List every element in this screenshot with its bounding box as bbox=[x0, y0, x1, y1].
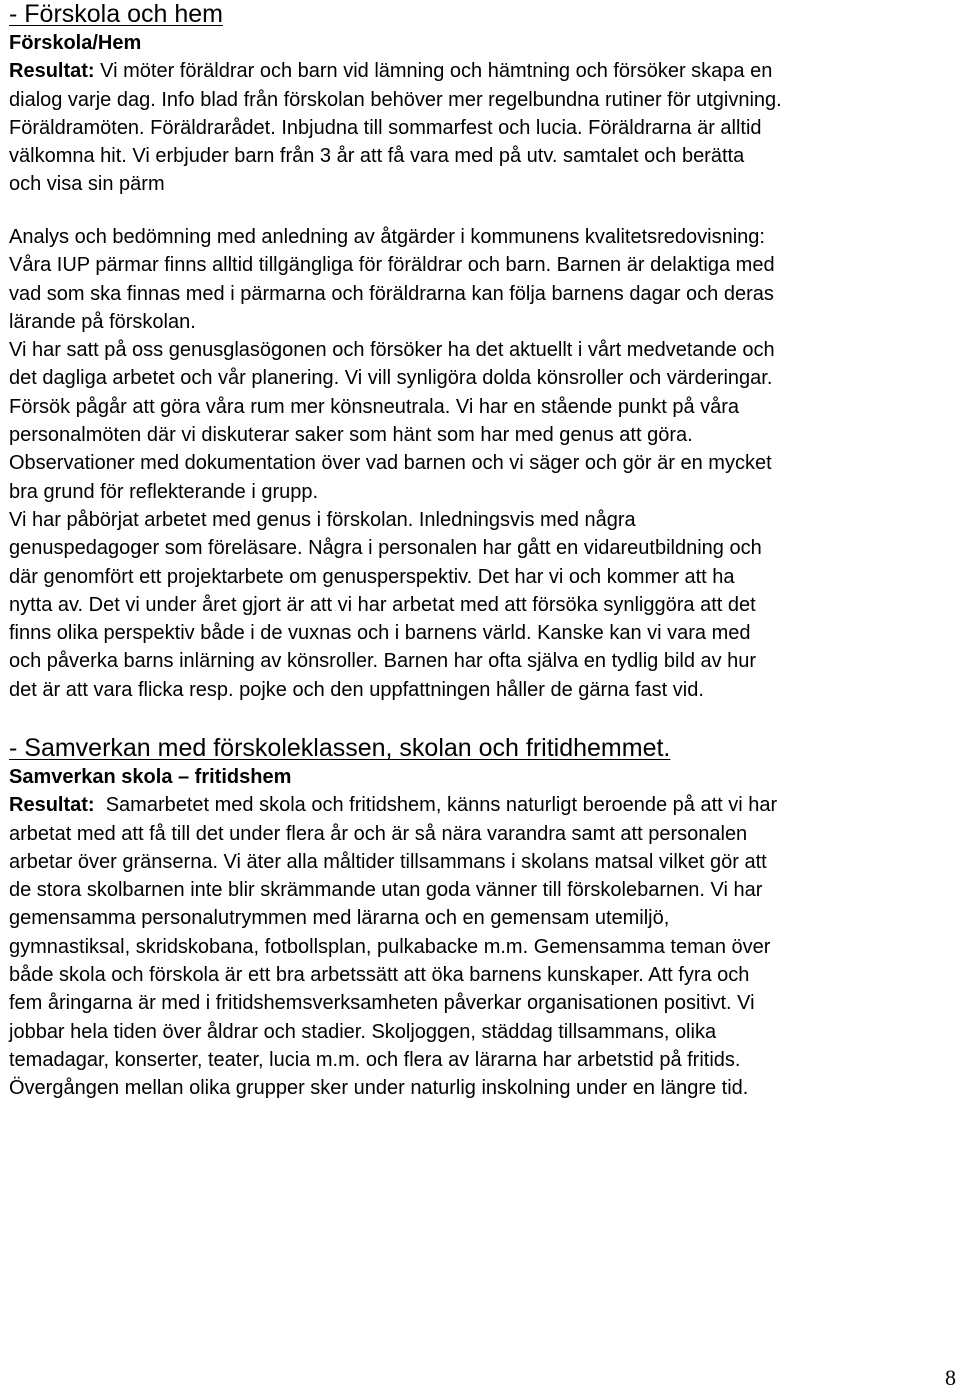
analysis-line: Vi har påbörjat arbetet med genus i förskolan. Inledningsvis med några bbox=[9, 508, 636, 531]
result-text: Samarbetet med skola och fritidshem, känns naturligt beroende på att vi har bbox=[94, 794, 778, 817]
analysis-line: personalmöten där vi diskuterar saker som hänt som har med genus att göra. bbox=[9, 424, 693, 447]
analysis-line: Observationer med dokumentation över vad barnen och vi säger och gör är en mycket bbox=[9, 452, 772, 475]
result-label: Resultat: bbox=[9, 60, 95, 83]
analysis-line: det är att vara flicka resp. pojke och den uppfattningen håller de gärna fast vid. bbox=[9, 678, 704, 701]
result-paragraph-line: fem åringarna är med i fritidshemsverksamheten påverkar organisationen positivt. Vi bbox=[9, 992, 755, 1015]
result-paragraph-line: de stora skolbarnen inte blir skrämmande utan goda vänner till förskolebarnen. Vi har bbox=[9, 879, 763, 902]
section-heading-samverkan: - Samverkan med förskoleklassen, skolan och fritidhemmet. bbox=[9, 734, 671, 762]
result-paragraph-line bbox=[9, 57, 782, 85]
analysis-line: Vi har satt på oss genusglasögonen och försöker ha det aktuellt i vårt medvetande och bbox=[9, 339, 775, 362]
result-paragraph-line: temadagar, konserter, teater, lucia m.m. och flera av lärarna har arbetstid på fritids. bbox=[9, 1048, 741, 1071]
result-paragraph-line: både skola och förskola är ett bra arbetssätt att öka barnens kunskaper. Att fyra och bbox=[9, 964, 750, 987]
result-paragraph-line: jobbar hela tiden över åldrar och stadier. Skoljoggen, städdag tillsammans, olika bbox=[9, 1020, 717, 1043]
result-paragraph-line: gemensamma personalutrymmen med lärarna och en gemensam utemiljö, bbox=[9, 907, 670, 930]
result-paragraph-line: välkomna hit. Vi erbjuder barn från 3 år att få vara med på utv. samtalet och berätta bbox=[9, 145, 745, 168]
result-paragraph-line: Övergången mellan olika grupper sker under naturlig inskolning under en längre tid. bbox=[9, 1077, 749, 1100]
analysis-line: och påverka barns inlärning av könsroller. Barnen har ofta själva en tydlig bild av hur bbox=[9, 650, 757, 673]
analysis-line: det dagliga arbetet och vår planering. Vi vill synligöra dolda könsroller och värderingar. bbox=[9, 367, 773, 390]
result-paragraph-line bbox=[9, 791, 777, 819]
section-forskola-hem bbox=[9, 29, 782, 199]
result-paragraph-line: och visa sin pärm bbox=[9, 173, 165, 196]
analysis-line: Analys och bedömning med anledning av åtgärder i kommunens kvalitetsredovisning: bbox=[9, 226, 765, 248]
analysis-line: finns olika perspektiv både i de vuxnas och i barnens värld. Kanske kan vi vara med bbox=[9, 622, 751, 645]
result-text: Vi möter föräldrar och barn vid lämning och hämtning och försöker skapa en bbox=[94, 60, 773, 83]
analysis-line: där genomfört ett projektarbete om genusperspektiv. Det har vi och kommer att ha bbox=[9, 565, 735, 588]
analysis-line: Våra IUP pärmar finns alltid tillgängliga för föräldrar och barn. Barnen är delaktiga med bbox=[9, 254, 775, 277]
subheading-forskola-hem: Förskola/Hem bbox=[9, 32, 142, 54]
result-paragraph-line: arbetat med att få till det under flera år och är så nära varandra samt att personalen bbox=[9, 822, 748, 845]
analysis-line: nytta av. Det vi under året gjort är att vi har arbetat med att försöka synliggöra att det bbox=[9, 593, 756, 616]
result-paragraph-line: Föräldramöten. Föräldrarådet. Inbjudna till sommarfest och lucia. Föräldrarna är alltid bbox=[9, 116, 762, 139]
section-samverkan-skola-fritidshem bbox=[9, 763, 777, 1103]
analysis-paragraph bbox=[9, 223, 775, 704]
analysis-line: vad som ska finnas med i pärmarna och föräldrarna kan följa barnens dagar och deras bbox=[9, 282, 774, 305]
analysis-line: Försök pågår att göra våra rum mer könsneutrala. Vi har en stående punkt på våra bbox=[9, 395, 740, 418]
subheading-samverkan: Samverkan skola – fritidshem bbox=[9, 766, 292, 788]
analysis-line: bra grund för reflekterande i grupp. bbox=[9, 480, 319, 503]
analysis-line: lärande på förskolan. bbox=[9, 310, 196, 333]
result-paragraph-line: arbetar över gränserna. Vi äter alla måltider tillsammans i skolans matsal vilket gör att bbox=[9, 850, 767, 873]
result-label: Resultat: bbox=[9, 794, 95, 817]
section-heading-forskola-och-hem: - Förskola och hem bbox=[9, 0, 223, 28]
result-paragraph-line: gymnastiksal, skridskobana, fotbollsplan, pulkabacke m.m. Gemensamma teman över bbox=[9, 935, 771, 958]
result-paragraph-line: dialog varje dag. Info blad från förskolan behöver mer regelbundna rutiner för utgivning. bbox=[9, 88, 782, 111]
page-number: 8 bbox=[945, 1365, 956, 1390]
analysis-line: genuspedagoger som föreläsare. Några i personalen har gått en vidareutbildning och bbox=[9, 537, 762, 560]
